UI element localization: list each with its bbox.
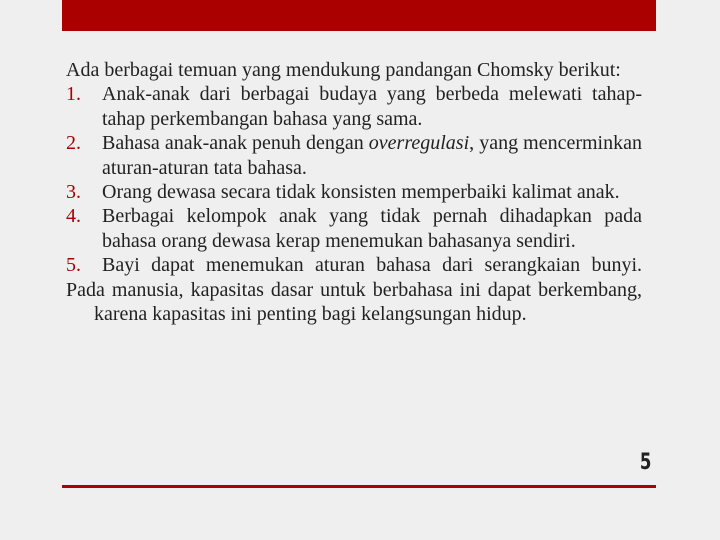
page-number: 5 [639, 450, 651, 475]
list-number: 2. [66, 132, 81, 155]
findings-list [66, 82, 642, 277]
list-item-text: Bahasa anak-anak penuh dengan [102, 132, 369, 155]
list-item-text: Orang dewasa secara tidak konsisten memperbaiki kalimat anak. [102, 181, 620, 204]
list-item-text: Bayi dapat menemukan aturan bahasa dari serangkaian bunyi. [102, 254, 642, 277]
emphasis-term: overregulasi [368, 132, 470, 155]
list-item [66, 131, 642, 180]
list-item [66, 253, 642, 277]
list-item [66, 180, 642, 204]
list-item-text: Berbagai kelompok anak yang tidak pernah dihadapkan pada bahasa orang dewasa kerap menemukan bahasanya sendiri. [102, 205, 642, 252]
list-item [66, 82, 642, 131]
conclusion-paragraph: Pada manusia, kapasitas dasar untuk berbahasa ini dapat berkembang, karena kapasitas ini penting bagi kelangsungan hidup. [66, 278, 642, 326]
list-item [66, 204, 642, 253]
slide-body [66, 58, 642, 326]
list-number: 4. [66, 205, 81, 228]
list-item-text-continued: , yang mencerminkan aturan-aturan tata bahasa. [102, 132, 642, 179]
bottom-accent-line [62, 485, 656, 488]
list-number: 3. [66, 181, 81, 204]
list-number: 1. [66, 83, 81, 106]
intro-paragraph: Ada berbagai temuan yang mendukung pandangan Chomsky berikut: [66, 59, 621, 81]
list-item-text: Anak-anak dari berbagai budaya yang berbeda melewati tahap-tahap perkembangan bahasa yang sama. [102, 83, 642, 130]
top-accent-bar [62, 0, 656, 31]
list-number: 5. [66, 254, 81, 277]
